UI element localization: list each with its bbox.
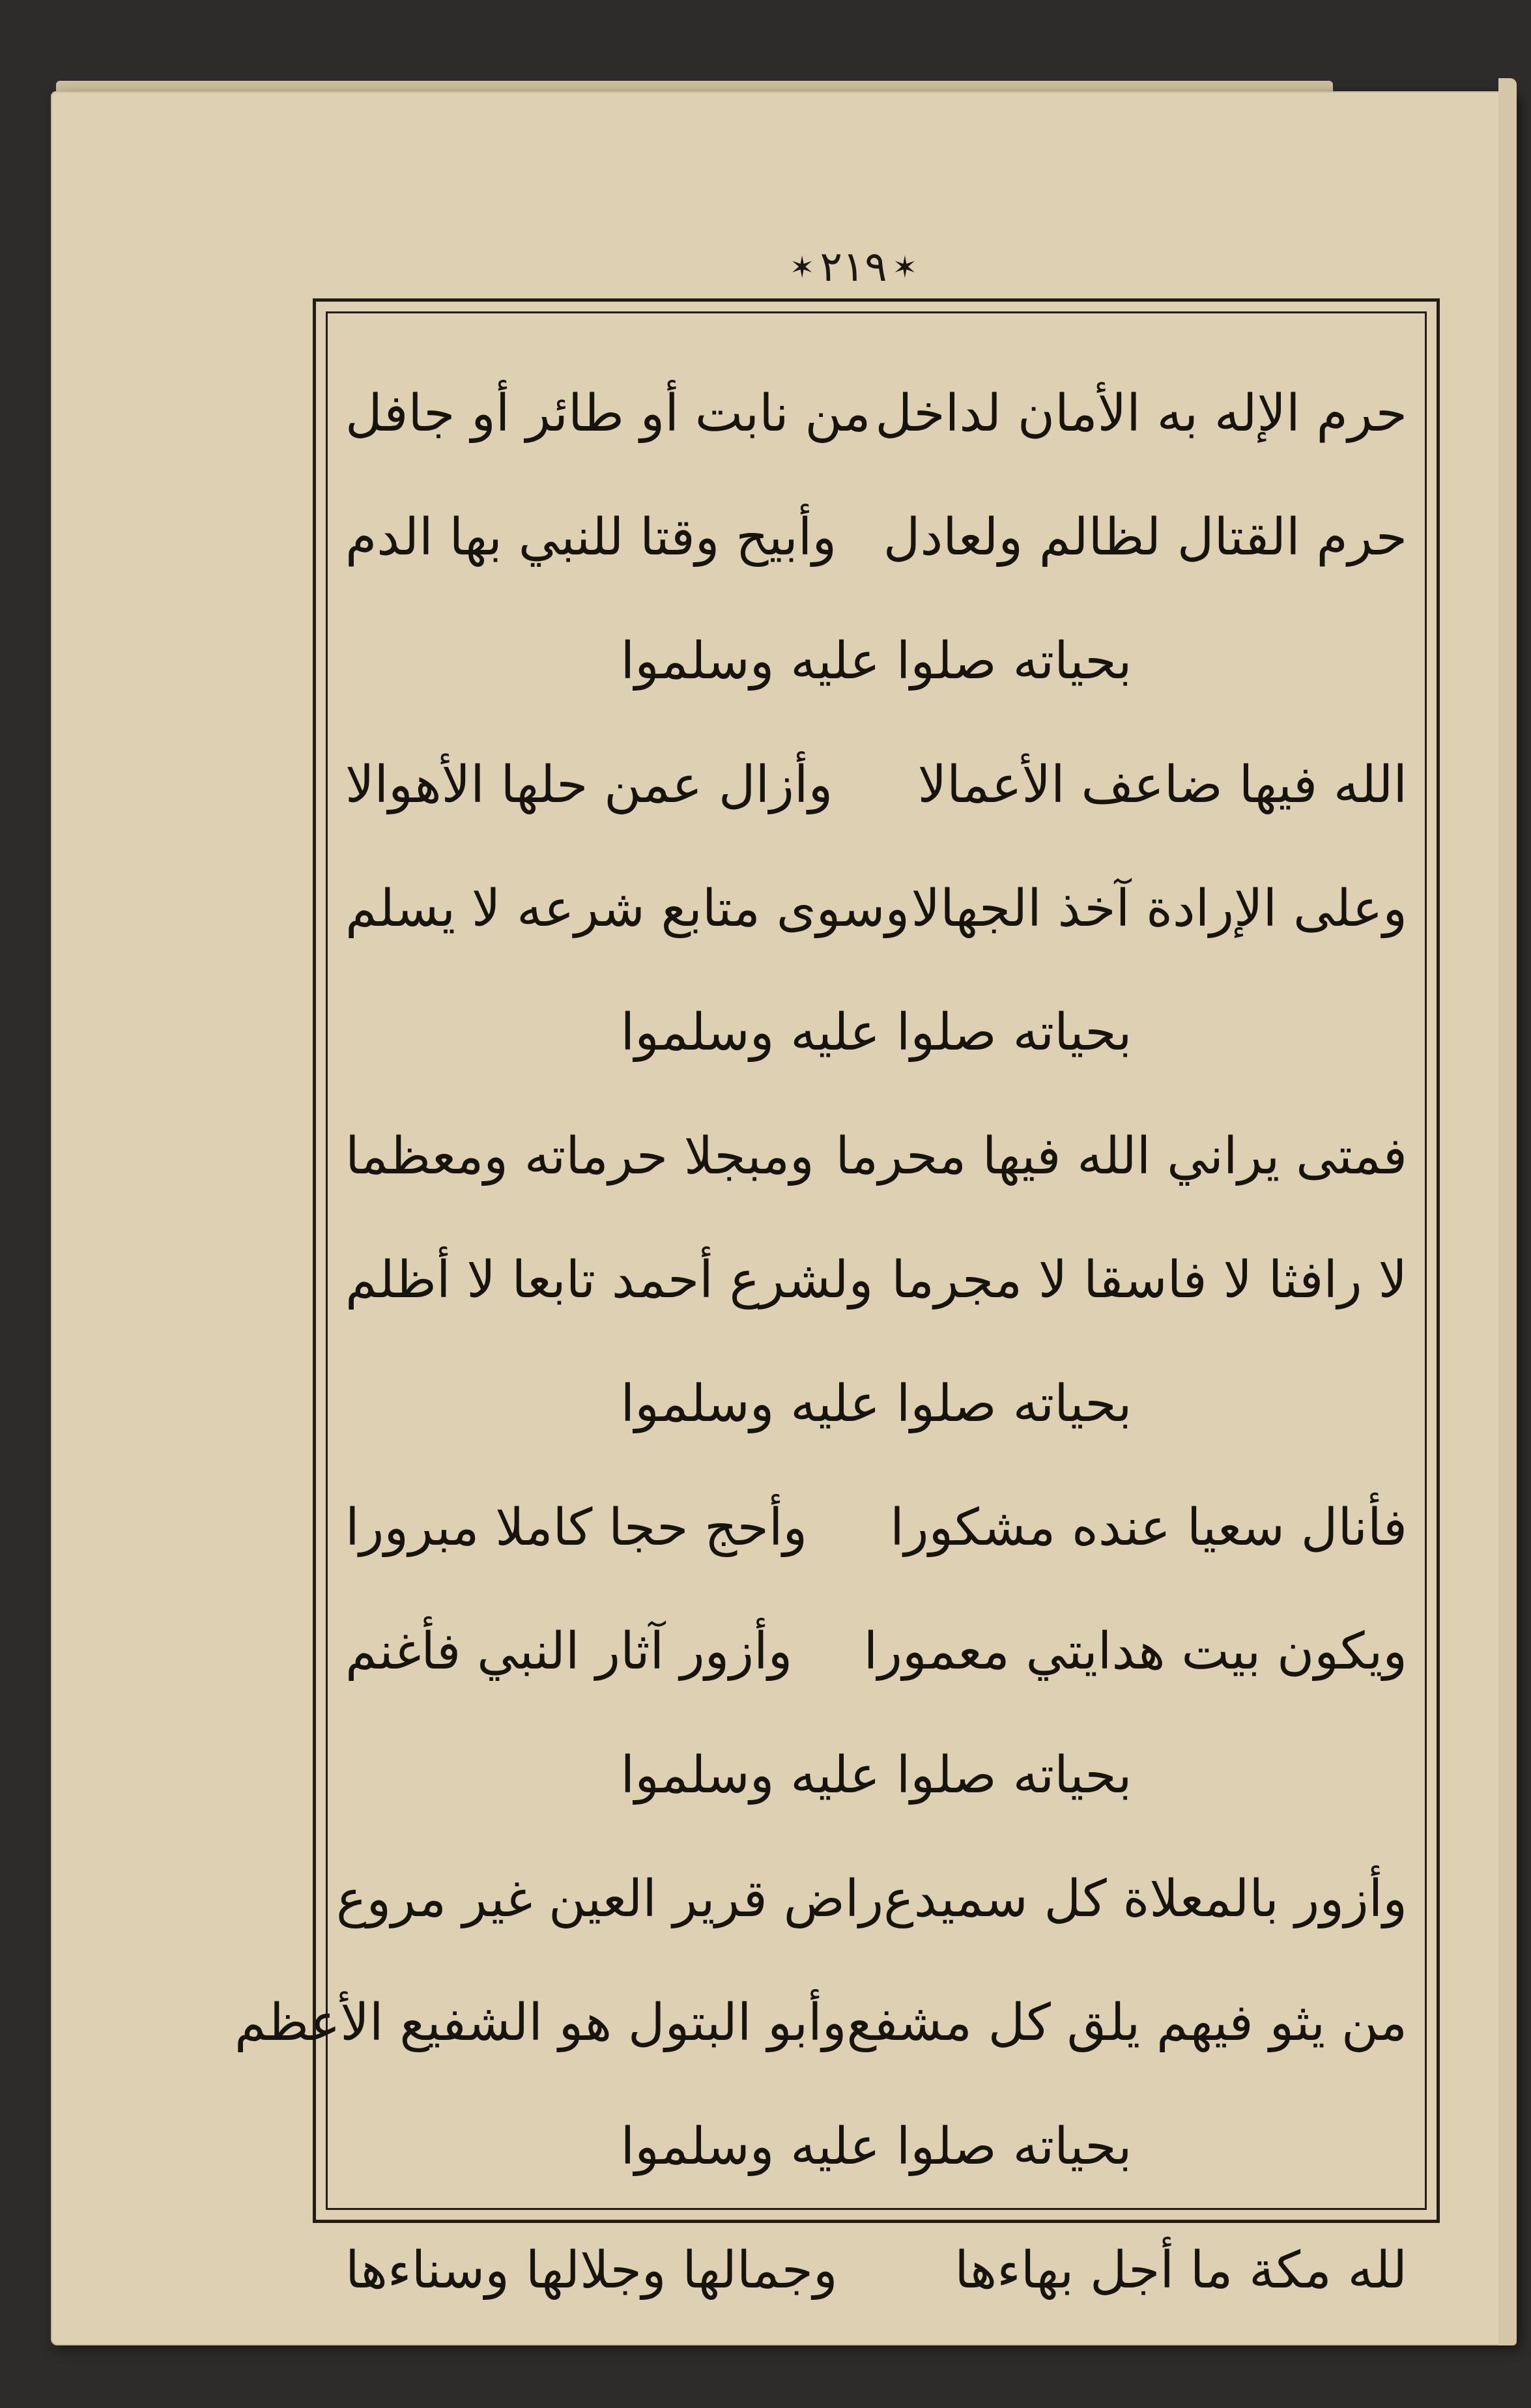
verse-line [345, 2209, 1407, 2332]
refrain-line: بحياته صلوا عليه وسلموا [620, 1003, 1132, 1062]
hemistich-right: لله مكة ما أجل بهاءها [954, 2241, 1407, 2300]
hemistich-right: ويكون بيت هدايتي معمورا [863, 1622, 1407, 1681]
verse-line [345, 476, 1407, 599]
hemistich-left: وأبو البتول هو الشفيع الأعظم [234, 1994, 847, 2052]
hemistich-right: وأزور بالمعلاة كل سميدع [883, 1870, 1407, 1928]
refrain-line: بحياته صلوا عليه وسلموا [620, 1746, 1132, 1805]
hemistich-right: حرم القتال لظالم ولعادل [883, 508, 1407, 567]
hemistich-right: وعلى الإرادة آخذ الجهالا [911, 880, 1407, 938]
page-right-edge [1498, 78, 1517, 2345]
hemistich-left: وأزال عمن حلها الأهوالا [345, 756, 833, 814]
refrain-line: بحياته صلوا عليه وسلموا [620, 632, 1132, 691]
hemistich-left: وأحج حجا كاملا مبرورا [345, 1498, 808, 1557]
hemistich-right: لا رافثا لا فاسقا لا مجرما [891, 1251, 1407, 1310]
hemistich-left: وسوى متابع شرعه لا يسلم [345, 880, 910, 938]
hemistich-left: ومبجلا حرماته ومعظما [345, 1127, 814, 1186]
hemistich-left: راض قرير العين غير مروع [336, 1870, 884, 1928]
verse-line [345, 1466, 1407, 1590]
hemistich-right: الله فيها ضاعف الأعمالا [917, 756, 1407, 814]
star-ornament-icon: ✶ [892, 250, 918, 285]
poem-body [234, 352, 1407, 2300]
hemistich-right: فأنال سعيا عنده مشكورا [890, 1498, 1407, 1557]
hemistich-left: من نابت أو طائر أو جافل [345, 384, 871, 443]
verse-line [345, 1218, 1407, 1342]
verse-line [336, 1837, 1407, 1961]
verse-line [345, 847, 1407, 971]
verse-line [234, 1961, 1407, 2085]
hemistich-left: ولشرع أحمد تابعا لا أظلم [345, 1251, 874, 1310]
hemistich-right: حرم الإله به الأمان لداخل [875, 384, 1407, 443]
hemistich-left: وجمالها وجلالها وسناءها [345, 2241, 838, 2300]
verse-line [345, 1590, 1407, 1713]
verse-line [345, 723, 1407, 847]
hemistich-right: من يثو فيهم يلق كل مشفع [846, 1994, 1407, 2052]
page-header [769, 228, 938, 306]
verse-line [345, 352, 1407, 476]
refrain-line: بحياته صلوا عليه وسلموا [620, 2117, 1132, 2176]
hemistich-right: فمتى يراني الله فيها محرما [835, 1127, 1407, 1186]
page-number: ٢١٩ [820, 243, 887, 291]
hemistich-left: وأزور آثار النبي فأغنم [345, 1622, 793, 1681]
verse-line [345, 1095, 1407, 1218]
hemistich-left: وأبيح وقتا للنبي بها الدم [345, 508, 837, 567]
star-ornament-icon: ✶ [789, 250, 815, 285]
refrain-line: بحياته صلوا عليه وسلموا [620, 1375, 1132, 1433]
